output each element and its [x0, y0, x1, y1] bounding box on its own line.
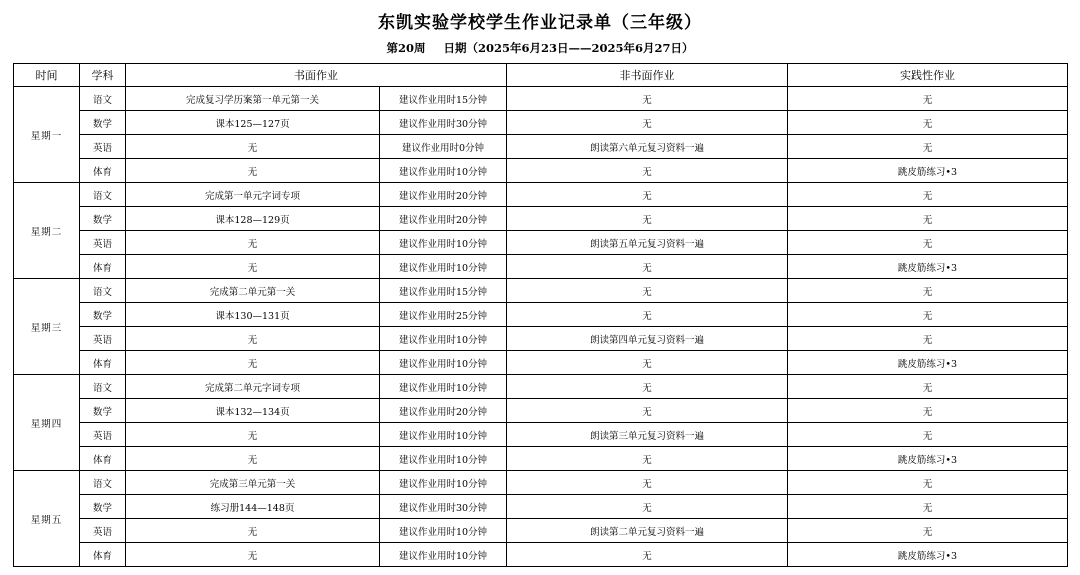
written-homework-cell: 课本125—127页 — [126, 111, 380, 135]
written-homework-cell: 无 — [126, 519, 380, 543]
practical-homework-cell: 无 — [788, 279, 1068, 303]
written-homework-cell: 无 — [126, 351, 380, 375]
table-row — [14, 207, 1068, 231]
non-written-homework-cell: 无 — [507, 207, 788, 231]
suggested-time-cell: 建议作业用时25分钟 — [380, 303, 507, 327]
suggested-time-cell: 建议作业用时10分钟 — [380, 159, 507, 183]
table-row — [14, 135, 1068, 159]
header-time: 时间 — [14, 64, 80, 87]
table-row — [14, 183, 1068, 207]
week-label: 第20周 — [386, 41, 426, 55]
table-row — [14, 327, 1068, 351]
practical-homework-cell: 无 — [788, 207, 1068, 231]
practical-homework-cell: 无 — [788, 87, 1068, 111]
subject-cell: 语文 — [80, 471, 126, 495]
suggested-time-cell: 建议作业用时10分钟 — [380, 351, 507, 375]
suggested-time-cell: 建议作业用时20分钟 — [380, 183, 507, 207]
non-written-homework-cell: 无 — [507, 375, 788, 399]
written-homework-cell: 课本128—129页 — [126, 207, 380, 231]
subject-cell: 英语 — [80, 519, 126, 543]
subject-cell: 体育 — [80, 255, 126, 279]
page-title: 东凯实验学校学生作业记录单（三年级） — [378, 13, 702, 33]
written-homework-cell: 课本130—131页 — [126, 303, 380, 327]
table-row — [14, 399, 1068, 423]
practical-homework-cell: 无 — [788, 471, 1068, 495]
table-row — [14, 159, 1068, 183]
header-practical: 实践性作业 — [788, 64, 1068, 87]
suggested-time-cell: 建议作业用时20分钟 — [380, 399, 507, 423]
day-cell: 星期四 — [14, 375, 80, 471]
date-range: 日期（2025年6月23日——2025年6月27日） — [443, 41, 694, 55]
subject-cell: 体育 — [80, 543, 126, 567]
written-homework-cell: 完成复习学历案第一单元第一关 — [126, 87, 380, 111]
suggested-time-cell: 建议作业用时10分钟 — [380, 327, 507, 351]
homework-table — [13, 63, 1068, 567]
suggested-time-cell: 建议作业用时10分钟 — [380, 255, 507, 279]
subject-cell: 数学 — [80, 495, 126, 519]
non-written-homework-cell: 朗读第六单元复习资料一遍 — [507, 135, 788, 159]
suggested-time-cell: 建议作业用时30分钟 — [380, 111, 507, 135]
table-row — [14, 543, 1068, 567]
non-written-homework-cell: 朗读第五单元复习资料一遍 — [507, 231, 788, 255]
subject-cell: 英语 — [80, 231, 126, 255]
header-written: 书面作业 — [126, 64, 507, 87]
written-homework-cell: 练习册144—148页 — [126, 495, 380, 519]
written-homework-cell: 课本132—134页 — [126, 399, 380, 423]
practical-homework-cell: 无 — [788, 327, 1068, 351]
practical-homework-cell: 无 — [788, 135, 1068, 159]
subject-cell: 体育 — [80, 159, 126, 183]
non-written-homework-cell: 朗读第二单元复习资料一遍 — [507, 519, 788, 543]
table-body — [14, 87, 1068, 567]
header-subject: 学科 — [80, 64, 126, 87]
practical-homework-cell: 无 — [788, 183, 1068, 207]
table-row — [14, 87, 1068, 111]
subject-cell: 数学 — [80, 303, 126, 327]
non-written-homework-cell: 无 — [507, 471, 788, 495]
table-row — [14, 255, 1068, 279]
non-written-homework-cell: 无 — [507, 447, 788, 471]
non-written-homework-cell: 无 — [507, 543, 788, 567]
subject-cell: 数学 — [80, 399, 126, 423]
written-homework-cell: 完成第二单元第一关 — [126, 279, 380, 303]
table-row — [14, 471, 1068, 495]
non-written-homework-cell: 无 — [507, 159, 788, 183]
written-homework-cell: 无 — [126, 423, 380, 447]
page-subtitle — [0, 40, 1080, 56]
written-homework-cell: 无 — [126, 447, 380, 471]
non-written-homework-cell: 无 — [507, 279, 788, 303]
suggested-time-cell: 建议作业用时15分钟 — [380, 279, 507, 303]
suggested-time-cell: 建议作业用时30分钟 — [380, 495, 507, 519]
practical-homework-cell: 无 — [788, 231, 1068, 255]
written-homework-cell: 无 — [126, 231, 380, 255]
practical-homework-cell: 无 — [788, 423, 1068, 447]
practical-homework-cell: 无 — [788, 495, 1068, 519]
table-row — [14, 423, 1068, 447]
practical-homework-cell: 跳皮筋练习•3 — [788, 351, 1068, 375]
written-homework-cell: 完成第三单元第一关 — [126, 471, 380, 495]
suggested-time-cell: 建议作业用时10分钟 — [380, 471, 507, 495]
table-row — [14, 447, 1068, 471]
non-written-homework-cell: 朗读第三单元复习资料一遍 — [507, 423, 788, 447]
suggested-time-cell: 建议作业用时10分钟 — [380, 231, 507, 255]
header-row — [14, 64, 1068, 87]
day-cell: 星期三 — [14, 279, 80, 375]
subject-cell: 体育 — [80, 447, 126, 471]
written-homework-cell: 无 — [126, 327, 380, 351]
non-written-homework-cell: 朗读第四单元复习资料一遍 — [507, 327, 788, 351]
subject-cell: 语文 — [80, 375, 126, 399]
suggested-time-cell: 建议作业用时10分钟 — [380, 543, 507, 567]
written-homework-cell: 完成第二单元字词专项 — [126, 375, 380, 399]
table-row — [14, 303, 1068, 327]
non-written-homework-cell: 无 — [507, 303, 788, 327]
header-non-written: 非书面作业 — [507, 64, 788, 87]
subject-cell: 数学 — [80, 111, 126, 135]
table-row — [14, 351, 1068, 375]
non-written-homework-cell: 无 — [507, 399, 788, 423]
suggested-time-cell: 建议作业用时10分钟 — [380, 519, 507, 543]
practical-homework-cell: 跳皮筋练习•3 — [788, 159, 1068, 183]
table-row — [14, 279, 1068, 303]
table-row — [14, 519, 1068, 543]
table-row — [14, 111, 1068, 135]
subject-cell: 英语 — [80, 135, 126, 159]
practical-homework-cell: 跳皮筋练习•3 — [788, 447, 1068, 471]
suggested-time-cell: 建议作业用时0分钟 — [380, 135, 507, 159]
suggested-time-cell: 建议作业用时10分钟 — [380, 375, 507, 399]
practical-homework-cell: 无 — [788, 519, 1068, 543]
table-row — [14, 375, 1068, 399]
practical-homework-cell: 无 — [788, 303, 1068, 327]
non-written-homework-cell: 无 — [507, 111, 788, 135]
subject-cell: 体育 — [80, 351, 126, 375]
practical-homework-cell: 无 — [788, 399, 1068, 423]
suggested-time-cell: 建议作业用时20分钟 — [380, 207, 507, 231]
subject-cell: 语文 — [80, 87, 126, 111]
table-row — [14, 231, 1068, 255]
suggested-time-cell: 建议作业用时15分钟 — [380, 87, 507, 111]
written-homework-cell: 无 — [126, 255, 380, 279]
subject-cell: 英语 — [80, 423, 126, 447]
practical-homework-cell: 跳皮筋练习•3 — [788, 543, 1068, 567]
practical-homework-cell: 无 — [788, 375, 1068, 399]
subject-cell: 英语 — [80, 327, 126, 351]
non-written-homework-cell: 无 — [507, 255, 788, 279]
table-row — [14, 495, 1068, 519]
non-written-homework-cell: 无 — [507, 183, 788, 207]
day-cell: 星期五 — [14, 471, 80, 567]
subject-cell: 数学 — [80, 207, 126, 231]
written-homework-cell: 无 — [126, 543, 380, 567]
practical-homework-cell: 无 — [788, 111, 1068, 135]
subject-cell: 语文 — [80, 183, 126, 207]
non-written-homework-cell: 无 — [507, 495, 788, 519]
day-cell: 星期二 — [14, 183, 80, 279]
written-homework-cell: 完成第一单元字词专项 — [126, 183, 380, 207]
subject-cell: 语文 — [80, 279, 126, 303]
day-cell: 星期一 — [14, 87, 80, 183]
written-homework-cell: 无 — [126, 135, 380, 159]
non-written-homework-cell: 无 — [507, 351, 788, 375]
suggested-time-cell: 建议作业用时10分钟 — [380, 447, 507, 471]
practical-homework-cell: 跳皮筋练习•3 — [788, 255, 1068, 279]
non-written-homework-cell: 无 — [507, 87, 788, 111]
written-homework-cell: 无 — [126, 159, 380, 183]
suggested-time-cell: 建议作业用时10分钟 — [380, 423, 507, 447]
